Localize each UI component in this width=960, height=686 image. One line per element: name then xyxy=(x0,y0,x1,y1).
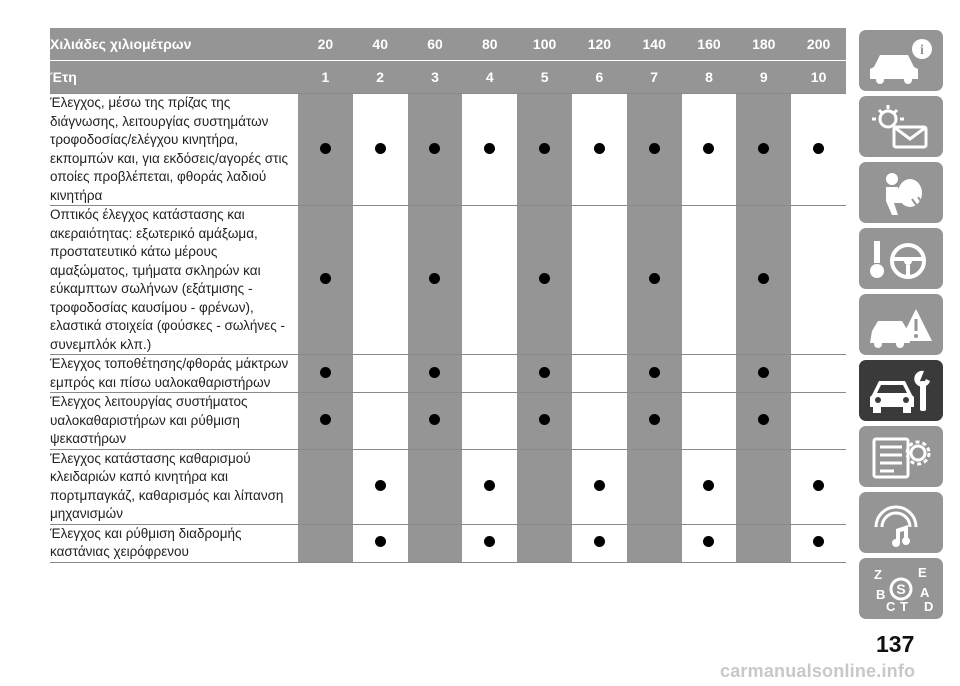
check-dot-icon xyxy=(813,143,824,154)
check-dot-icon xyxy=(813,536,824,547)
check-dot-icon xyxy=(429,414,440,425)
year-header-cell: 4 xyxy=(462,61,517,94)
check-dot-icon xyxy=(594,536,605,547)
interval-cell xyxy=(353,393,408,450)
watermark: carmanualsonline.info xyxy=(720,661,916,681)
interval-cell xyxy=(572,524,627,562)
chapter-sidebar xyxy=(859,30,943,624)
table-row xyxy=(50,206,846,355)
alphabet-index-icon xyxy=(868,565,934,613)
svg-text:B: B xyxy=(876,586,886,602)
table-row xyxy=(50,449,846,524)
svg-text:i: i xyxy=(920,42,924,58)
interval-cell xyxy=(627,206,682,355)
interval-cell xyxy=(298,393,353,450)
interval-cell xyxy=(462,393,517,450)
check-dot-icon xyxy=(649,273,660,284)
check-description: Έλεγχος, μέσω της πρίζας της διάγνωσης, λειτουργίας συστημάτων τροφοδοσίας/ελέγχου κινητήρα, εκπομπών και, για εκδόσεις/αγορές στις οποίες προβλέπεται, φθοράς λαδιού κινητήρα xyxy=(50,94,298,206)
interval-cell xyxy=(353,206,408,355)
interval-cell xyxy=(627,449,682,524)
years-header-row xyxy=(50,61,846,94)
svg-text:D: D xyxy=(924,598,934,613)
check-dot-icon xyxy=(703,536,714,547)
table-row xyxy=(50,355,846,393)
svg-text:Z: Z xyxy=(874,566,882,582)
schedule-body xyxy=(50,94,846,564)
interval-cell xyxy=(353,355,408,393)
check-description: Έλεγχος και ρύθμιση διαδρομής καστάνιας χειρόφρενου xyxy=(50,524,298,562)
sidebar-tab-steering-key[interactable] xyxy=(859,228,943,289)
check-dot-icon xyxy=(320,273,331,284)
km-header-cell: 140 xyxy=(627,28,682,61)
interval-cell xyxy=(462,449,517,524)
check-description: Έλεγχος λειτουργίας συστήματος υαλοκαθαριστήρων και ρύθμιση ψεκαστήρων xyxy=(50,393,298,450)
check-dot-icon xyxy=(375,480,386,491)
svg-text:T: T xyxy=(900,598,908,613)
interval-cell xyxy=(298,206,353,355)
check-dot-icon xyxy=(703,143,714,154)
interval-cell xyxy=(462,355,517,393)
interval-cell xyxy=(572,355,627,393)
interval-cell xyxy=(408,524,463,562)
sidebar-tab-alphabet-index[interactable] xyxy=(859,558,943,619)
interval-cell xyxy=(736,524,791,562)
sidebar-tab-multimedia-note[interactable] xyxy=(859,492,943,553)
interval-cell xyxy=(791,206,846,355)
year-header-cell: 2 xyxy=(353,61,408,94)
check-dot-icon xyxy=(703,480,714,491)
interval-cell xyxy=(353,94,408,206)
check-dot-icon xyxy=(375,143,386,154)
interval-cell xyxy=(353,524,408,562)
sidebar-tab-car-wrench[interactable] xyxy=(859,360,943,421)
check-dot-icon xyxy=(594,143,605,154)
interval-cell xyxy=(682,355,737,393)
airbag-seat-icon xyxy=(868,169,934,217)
check-description: Έλεγχος κατάστασης καθαρισμού κλειδαριών καπό κινητήρα και πορτμπαγκάζ, καθαρισμός και λίπανση μηχανισμών xyxy=(50,449,298,524)
check-dot-icon xyxy=(539,143,550,154)
year-header-cell: 5 xyxy=(517,61,572,94)
check-dot-icon xyxy=(758,273,769,284)
car-wrench-icon xyxy=(868,367,934,415)
check-dot-icon xyxy=(758,367,769,378)
check-dot-icon xyxy=(429,143,440,154)
interval-cell xyxy=(517,524,572,562)
check-dot-icon xyxy=(429,273,440,284)
interval-cell xyxy=(627,524,682,562)
km-header-cell: 100 xyxy=(517,28,572,61)
year-header-cell: 9 xyxy=(736,61,791,94)
maintenance-schedule-table xyxy=(50,28,846,563)
km-header-cell: 180 xyxy=(736,28,791,61)
check-dot-icon xyxy=(539,273,550,284)
interval-cell xyxy=(298,524,353,562)
interval-cell xyxy=(462,206,517,355)
year-header-cell: 1 xyxy=(298,61,353,94)
check-dot-icon xyxy=(758,143,769,154)
svg-text:S: S xyxy=(896,580,906,597)
interval-cell xyxy=(736,449,791,524)
interval-cell xyxy=(408,94,463,206)
interval-cell xyxy=(298,355,353,393)
svg-text:C: C xyxy=(886,598,896,613)
km-header-cell: 60 xyxy=(408,28,463,61)
interval-cell xyxy=(627,393,682,450)
interval-cell xyxy=(682,524,737,562)
interval-cell xyxy=(462,524,517,562)
check-dot-icon xyxy=(320,414,331,425)
interval-cell xyxy=(408,393,463,450)
lights-message-icon xyxy=(868,103,934,151)
interval-cell xyxy=(682,94,737,206)
interval-cell xyxy=(682,206,737,355)
interval-cell xyxy=(791,524,846,562)
sidebar-tab-airbag-seat[interactable] xyxy=(859,162,943,223)
km-header-row xyxy=(50,28,846,61)
interval-cell xyxy=(353,449,408,524)
km-header-cell: 40 xyxy=(353,28,408,61)
sidebar-tab-lights-message[interactable] xyxy=(859,96,943,157)
check-dot-icon xyxy=(594,480,605,491)
steering-key-icon xyxy=(868,235,934,283)
interval-cell xyxy=(627,94,682,206)
interval-cell xyxy=(517,449,572,524)
check-dot-icon xyxy=(539,414,550,425)
check-description: Οπτικός έλεγχος κατάστασης και ακεραιότητας: εξωτερικό αμάξωμα, προστατευτικό κάτω μέρους αμαξώματος, τμήματα σκληρών και εύκαμπτων σωλήνων (εξάτμισης - τροφοδοσίας καυσίμου - φρένων), ελαστικά στοιχεία (φούσκες - σωλήνες - συνεμπλόκ κλπ.) xyxy=(50,206,298,355)
interval-cell xyxy=(572,449,627,524)
table-end-rule xyxy=(50,562,846,563)
table-row xyxy=(50,524,846,562)
year-header-cell: 7 xyxy=(627,61,682,94)
check-dot-icon xyxy=(375,536,386,547)
interval-cell xyxy=(572,206,627,355)
interval-cell xyxy=(572,393,627,450)
multimedia-note-icon xyxy=(868,499,934,547)
interval-cell xyxy=(791,94,846,206)
check-dot-icon xyxy=(649,143,660,154)
interval-cell xyxy=(517,206,572,355)
interval-cell xyxy=(682,393,737,450)
km-header-cell: 120 xyxy=(572,28,627,61)
years-header-label: Έτη xyxy=(50,61,298,94)
sidebar-tab-specs-gear[interactable] xyxy=(859,426,943,487)
km-header-cell: 20 xyxy=(298,28,353,61)
interval-cell xyxy=(791,393,846,450)
interval-cell xyxy=(408,449,463,524)
km-header-cell: 80 xyxy=(462,28,517,61)
interval-cell xyxy=(736,206,791,355)
table-row xyxy=(50,94,846,206)
check-dot-icon xyxy=(484,536,495,547)
year-header-cell: 10 xyxy=(791,61,846,94)
interval-cell xyxy=(791,449,846,524)
year-header-cell: 6 xyxy=(572,61,627,94)
sidebar-tab-car-info[interactable] xyxy=(859,30,943,91)
check-dot-icon xyxy=(484,143,495,154)
km-header-label: Χιλιάδες χιλιομέτρων xyxy=(50,28,298,61)
check-dot-icon xyxy=(429,367,440,378)
check-dot-icon xyxy=(649,367,660,378)
check-dot-icon xyxy=(758,414,769,425)
check-dot-icon xyxy=(649,414,660,425)
interval-cell xyxy=(682,449,737,524)
interval-cell xyxy=(298,94,353,206)
km-header-cell: 160 xyxy=(682,28,737,61)
interval-cell xyxy=(408,355,463,393)
car-info-icon xyxy=(868,37,934,85)
interval-cell xyxy=(462,94,517,206)
car-hazard-icon xyxy=(868,301,934,349)
check-dot-icon xyxy=(539,367,550,378)
interval-cell xyxy=(736,355,791,393)
interval-cell xyxy=(517,393,572,450)
year-header-cell: 8 xyxy=(682,61,737,94)
interval-cell xyxy=(791,355,846,393)
interval-cell xyxy=(572,94,627,206)
year-header-cell: 3 xyxy=(408,61,463,94)
check-dot-icon xyxy=(813,480,824,491)
check-dot-icon xyxy=(320,367,331,378)
svg-text:A: A xyxy=(920,584,930,600)
check-dot-icon xyxy=(484,480,495,491)
table-row xyxy=(50,393,846,450)
specs-gear-icon xyxy=(868,433,934,481)
interval-cell xyxy=(517,355,572,393)
interval-cell xyxy=(408,206,463,355)
svg-text:E: E xyxy=(918,564,927,580)
interval-cell xyxy=(736,393,791,450)
page-number: 137 xyxy=(876,631,915,657)
check-dot-icon xyxy=(320,143,331,154)
interval-cell xyxy=(517,94,572,206)
sidebar-tab-car-hazard[interactable] xyxy=(859,294,943,355)
interval-cell xyxy=(736,94,791,206)
interval-cell xyxy=(627,355,682,393)
interval-cell xyxy=(298,449,353,524)
km-header-cell: 200 xyxy=(791,28,846,61)
check-description: Έλεγχος τοποθέτησης/φθοράς μάκτρων εμπρός και πίσω υαλοκαθαριστήρων xyxy=(50,355,298,393)
